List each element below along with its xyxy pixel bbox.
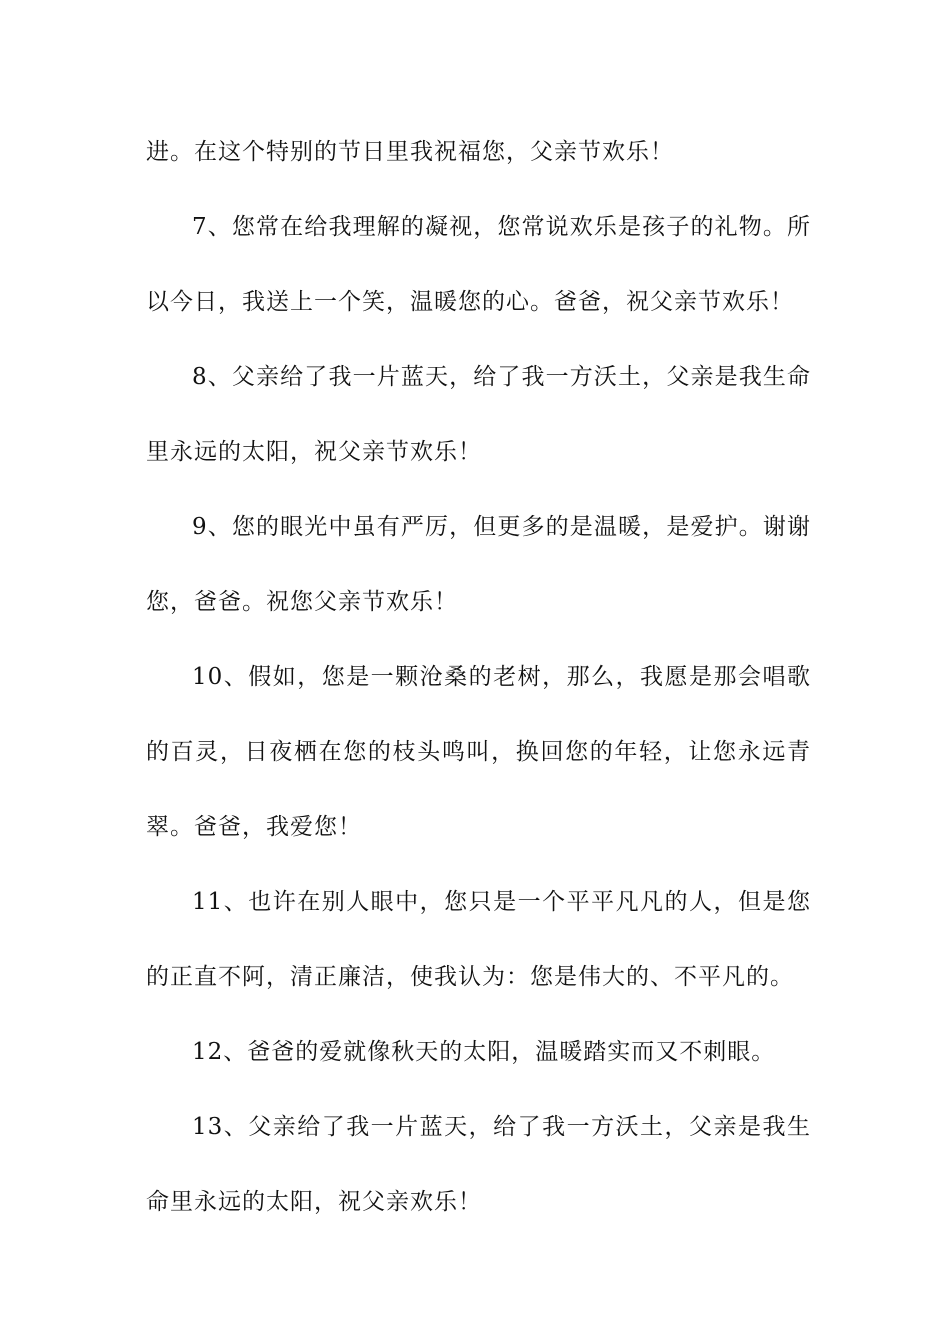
paragraph-continuation: 进。在这个特别的节日里我祝福您，父亲节欢乐！ xyxy=(146,139,674,165)
document-body xyxy=(146,115,811,1240)
paragraph-item-13: 13、父亲给了我一片蓝天，给了我一方沃土，父亲是我生命里永远的太阳，祝父亲欢乐！ xyxy=(146,1114,811,1215)
paragraph-item-10: 10、假如，您是一颗沧桑的老树，那么，我愿是那会唱歌的百灵，日夜栖在您的枝头鸣叫，换回您的年轻，让您永远青翠。爸爸，我爱您！ xyxy=(146,664,811,840)
paragraph-item-7: 7、您常在给我理解的凝视，您常说欢乐是孩子的礼物。所以今日，我送上一个笑，温暖您的心。爸爸，祝父亲节欢乐！ xyxy=(146,214,811,315)
paragraph-item-9: 9、您的眼光中虽有严厉，但更多的是温暖，是爱护。谢谢您，爸爸。祝您父亲节欢乐！ xyxy=(146,514,811,615)
paragraph-item-8: 8、父亲给了我一片蓝天，给了我一方沃土，父亲是我生命里永远的太阳，祝父亲节欢乐！ xyxy=(146,364,811,465)
paragraph-item-12: 12、爸爸的爱就像秋天的太阳，温暖踏实而又不刺眼。 xyxy=(192,1039,776,1065)
paragraph-item-11: 11、也许在别人眼中，您只是一个平平凡凡的人，但是您的正直不阿，清正廉洁，使我认为：您是伟大的、不平凡的。 xyxy=(146,889,811,990)
